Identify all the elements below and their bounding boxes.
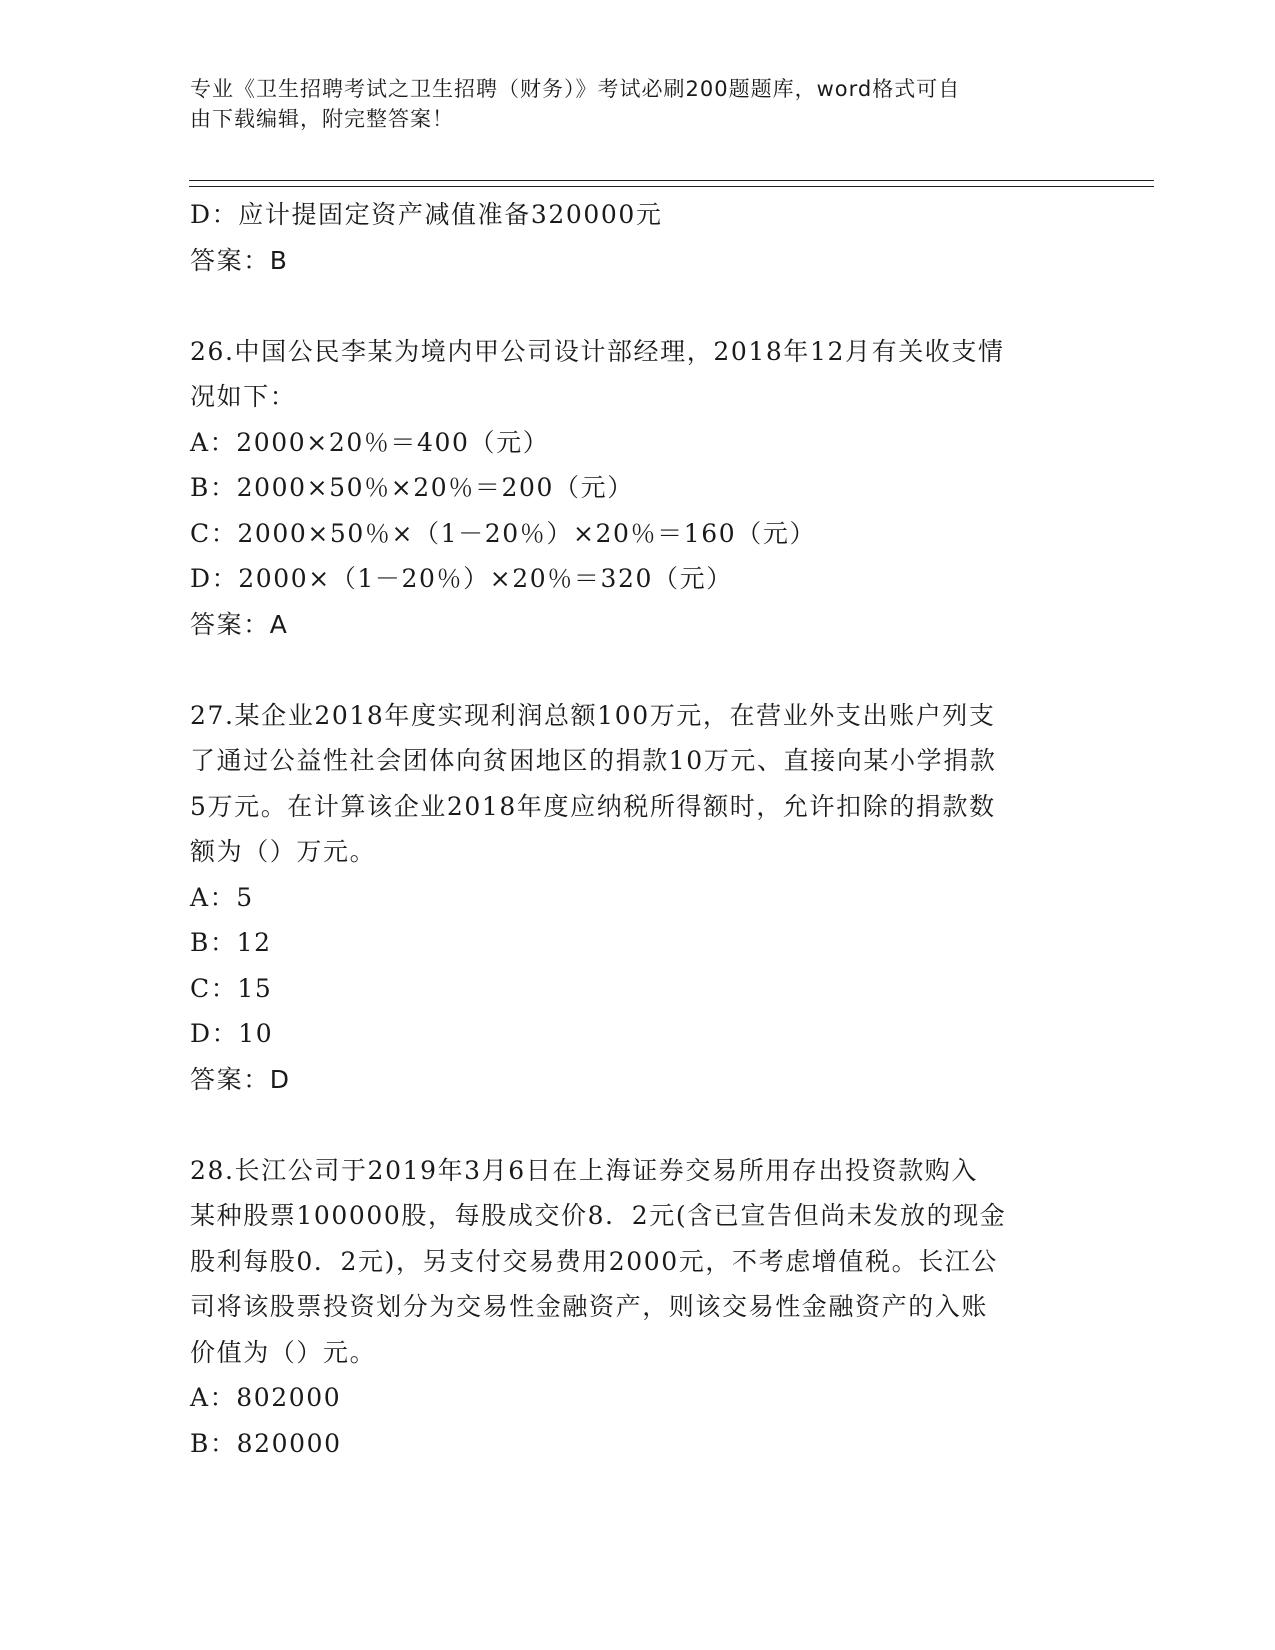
header-title-line-2: 由下载编辑，附完整答案！ [190,107,454,131]
question-stem: 况如下： [190,382,297,411]
option-c: C：15 [190,973,273,1003]
option-b: B：820000 [190,1428,342,1458]
question-stem: 股利每股0．2元)，另支付交易费用2000元，不考虑增值税。长江公 [190,1246,998,1276]
question-stem: 某种股票100000股，每股成交价8．2元(含已宣告但尚未发放的现金 [190,1201,1007,1230]
question-stem: 额为（）万元。 [190,837,377,866]
option-a: A：2000×20％＝400（元） [190,427,550,457]
answer-line: 答案：B [190,245,289,275]
question-stem: 了通过公益性社会团体向贫困地区的捐款10万元、直接向某小学捐款 [190,746,997,775]
question-stem: 28.长江公司于2019年3月6日在上海证券交易所用存出投资款购入 [190,1155,978,1185]
question-26 [190,329,1090,648]
document-body [190,192,1090,1466]
option-b: B：12 [190,928,272,957]
option-a: A：802000 [190,1383,342,1412]
question-27 [190,693,1090,1103]
question-stem: 26.中国公民李某为境内甲公司设计部经理，2018年12月有关收支情 [190,336,1005,366]
question-stem: 27.某企业2018年度实现利润总额100万元，在营业外支出账户列支 [190,700,996,730]
header-title-line-1: 专业《卫生招聘考试之卫生招聘（财务）》考试必刷200题题库，word格式可自 [190,77,961,101]
spacer [190,1102,1090,1148]
spacer [190,283,1090,329]
option-d: D：10 [190,1019,274,1048]
question-stem: 5万元。在计算该企业2018年度应纳税所得额时，允许扣除的捐款数 [190,791,996,821]
page-header [190,74,1070,134]
option-b: B：2000×50％×20％＝200（元） [190,473,634,502]
answer-line: 答案：A [190,609,289,639]
question-25-tail [190,192,1090,283]
question-stem: 价值为（）元。 [190,1337,377,1367]
question-28 [190,1148,1090,1467]
answer-line: 答案：D [190,1064,291,1094]
header-divider [189,180,1154,187]
option-d: D：应计提固定资产减值准备320000元 [190,200,663,229]
option-a: A：5 [190,882,254,912]
spacer [190,647,1090,693]
option-c: C：2000×50％×（1－20％）×20％＝160（元） [190,518,817,548]
question-stem: 司将该股票投资划分为交易性金融资产，则该交易性金融资产的入账 [190,1292,989,1321]
option-d: D：2000×（1－20％）×20％＝320（元） [190,564,733,593]
